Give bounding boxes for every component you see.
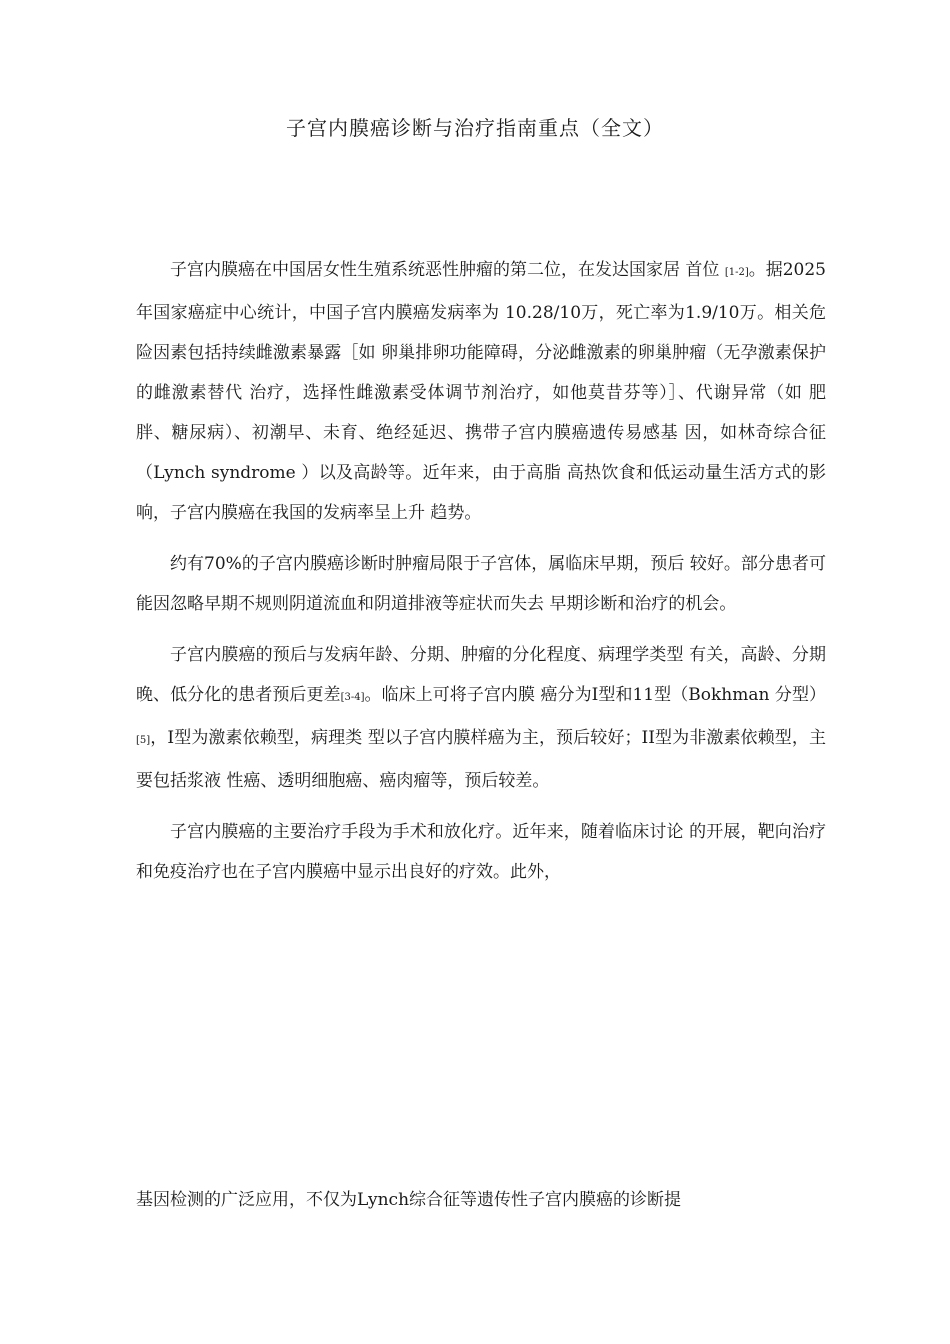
citation-ref: [3-4] — [340, 692, 365, 703]
paragraph-text: 。临床上可将子宫内膜 癌分为I型和11型（Bokhman 分型） — [364, 685, 827, 705]
paragraph-text: 。据2025年国家癌症中心统计，中国子宫内膜癌发病率为 10.28/10万，死亡率为1.9/10万。相关危险因素包括持续雌激素暴露［如 卵巢排卵功能障碍，分泌雌激素的卵巢肿瘤（无孕激素保护的雌激素替代 治疗，选择性雌激素受体调节剂治疗，如他莫昔芬等）］、代谢异常（如 肥胖、糖尿病）、初潮早、未育、绝经延迟、携带子宫内膜癌遗传易感基 因，如林奇综合征（Lynch syndrome ）以及高龄等。近年来，由于高脂 高热饮食和低运动量生活方式的影响，子宫内膜癌在我国的发病率呈上升 趋势。 — [136, 260, 826, 523]
document-title: 子宫内膜癌诊断与治疗指南重点（全文） — [286, 116, 664, 140]
paragraph-text: 子宫内膜癌在中国居女性生殖系统恶性肿瘤的第二位，在发达国家居 首位 — [170, 260, 725, 280]
paragraph-text: 约有70%的子宫内膜癌诊断时肿瘤局限于子宫体，属临床早期，预后 较好。部分患者可能因忽略早期不规则阴道流血和阴道排液等症状而失去 早期诊断和治疗的机会。 — [136, 554, 826, 614]
paragraph-text: ，I型为激素依赖型，病理类 型以子宫内膜样癌为主，预后较好；II型为非激素依赖型，主要包括浆液 性癌、透明细胞癌、癌肉瘤等，预后较差。 — [136, 728, 826, 791]
citation-ref: [5] — [136, 735, 151, 746]
citation-ref: [1-2] — [724, 267, 749, 278]
paragraph-4 — [136, 812, 826, 892]
document-body — [136, 250, 826, 903]
paragraph-2 — [136, 544, 826, 624]
paragraph-1 — [136, 250, 826, 533]
paragraph-text: 子宫内膜癌的主要治疗手段为手术和放化疗。近年来，随着临床讨论 的开展，靶向治疗和免疫治疗也在子宫内膜癌中显示出良好的疗效。此外， — [136, 822, 826, 882]
paragraph-text: 子宫内膜癌的预后与发病年龄、分期、肿瘤的分化程度、病理学类型 有关，高龄、分期晚、低分化的患者预后更差 — [136, 645, 826, 705]
continuation-line: 基因检测的广泛应用，不仅为Lynch综合征等遗传性子宫内膜癌的诊断提 — [136, 1190, 682, 1210]
paragraph-3 — [136, 635, 826, 801]
